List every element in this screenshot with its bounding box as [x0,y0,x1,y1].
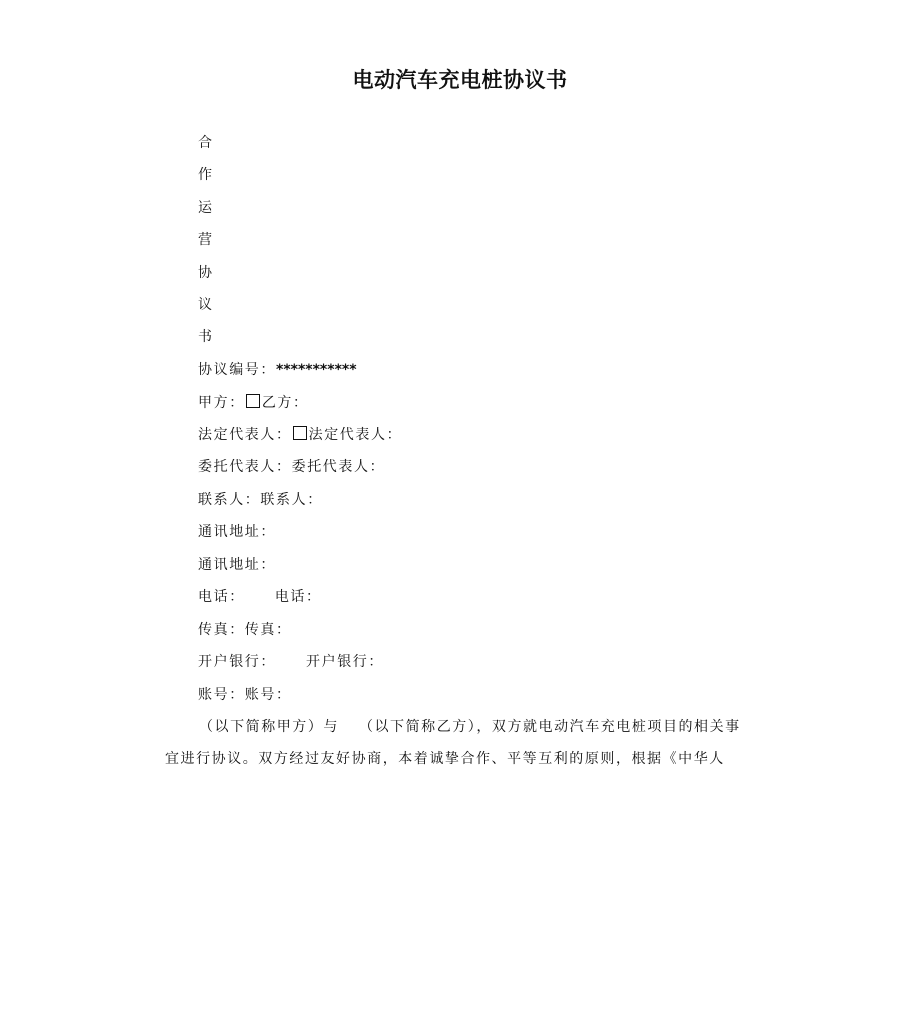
account-line: 账号：账号： [198,687,292,703]
fax-line: 传真：传真： [198,622,292,638]
body-paragraph-line [165,718,765,736]
vertical-title-char: 运 [198,200,212,216]
vertical-title-char: 书 [198,329,212,345]
phone-b: 电话： [274,589,322,605]
body-text-1a: （以下简称甲方）与 [199,719,339,735]
agreement-number-value: *********** [276,362,357,378]
entrusted-rep-line: 委托代表人：委托代表人： [198,459,386,475]
vertical-title-char: 协 [198,265,212,281]
body-text-1b: （以下简称乙方），双方就电动汽车充电桩项目的相关事 [358,719,741,735]
party-line [198,394,309,412]
agreement-number-label: 协议编号： [198,362,276,378]
bank-line [198,653,384,671]
phone-line [198,588,322,606]
legal-rep-b: 法定代表人： [308,427,403,443]
agreement-number-line [198,361,357,379]
contact-line: 联系人：联系人： [198,492,323,508]
address-b-line: 通讯地址： [198,557,276,573]
body-paragraph-line: 宜进行协议。双方经过友好协商，本着诚挚合作、平等互利的原则，根据《中华人 [165,751,725,767]
document-title: 电动汽车充电桩协议书 [352,68,568,92]
checkbox-icon [293,426,307,440]
party-b-label: 乙方： [261,395,309,411]
vertical-title-char: 营 [198,232,212,248]
checkbox-icon [246,394,260,408]
phone-a: 电话： [198,589,245,605]
bank-a: 开户银行： [198,654,276,670]
legal-rep-a: 法定代表人： [198,427,292,443]
legal-rep-line [198,426,402,444]
address-a-line: 通讯地址： [198,524,276,540]
vertical-title-char: 合 [198,135,212,151]
vertical-title-char: 作 [198,167,212,183]
party-a-label: 甲方： [198,395,245,411]
vertical-title-char: 议 [198,297,212,313]
bank-b: 开户银行： [306,654,384,670]
